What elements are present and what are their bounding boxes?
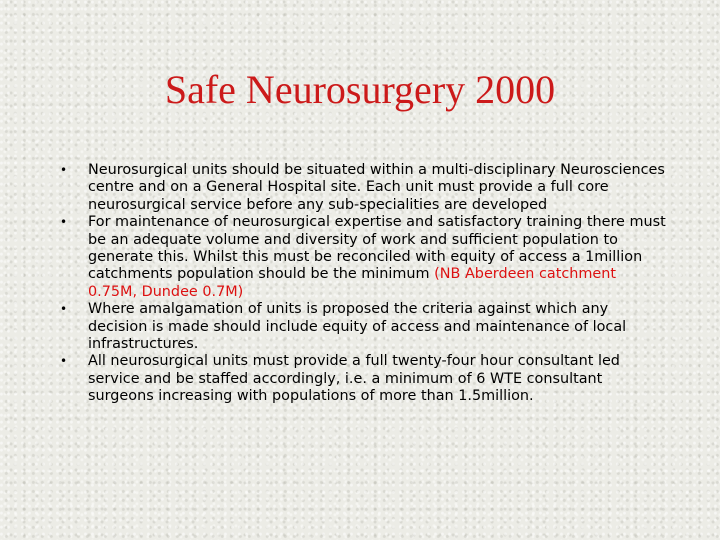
bullet-item-1 [58, 162, 668, 214]
bullet-text-3: Where amalgamation of units is proposed the criteria against which any decision is made should include equity of access and maintenance of local infrastructures. [88, 301, 627, 353]
bullet-marker-icon: • [60, 163, 68, 177]
bullet-marker-icon: • [60, 215, 68, 230]
bullet-item-2 [58, 214, 668, 301]
bullet-list [58, 162, 668, 406]
bullet-item-3 [58, 301, 668, 353]
bullet-item-4 [58, 353, 668, 405]
bullet-text-4: All neurosurgical units must provide a full twenty-four hour consultant led service and be staffed accordingly, i.e. a minimum of 6 WTE consultant surgeons increasing with populations of more than 1.5million. [88, 353, 620, 405]
bullet-highlight-catchment: (NB Aberdeen catchment 0.75M, Dundee 0.7M) [88, 266, 617, 300]
bullet-marker-icon: • [60, 354, 68, 369]
bullet-marker-icon: • [60, 302, 68, 317]
bullet-text-1: Neurosurgical units should be situated within a multi-disciplinary Neurosciences centre and on a General Hospital site. Each unit must provide a full core neurosurgical service before any sub-specialities are developed [88, 162, 665, 213]
slide-title: Safe Neurosurgery 2000 [164, 67, 556, 112]
bullet-text-2: For maintenance of neurosurgical expertise and satisfactory training there must be an adequate volume and diversity of work and sufficient population to generate this. Whilst this must be reconciled with equity of access a 1million catchments population should be the minimum [88, 214, 666, 283]
